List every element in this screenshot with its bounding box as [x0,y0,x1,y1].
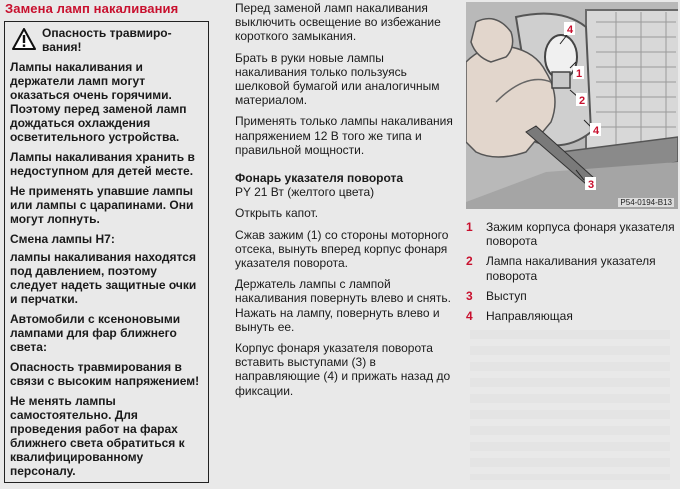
legend-text: Зажим корпуса фонаря указателя поворота [486,220,675,249]
legend-text: Лампа накаливания указателя поворота [486,254,656,283]
legend-item [466,309,676,323]
section-title: Замена ламп накаливания [5,1,179,16]
warning-header [10,26,203,54]
legend-number: 3 [466,288,473,303]
warning-paragraph: Лампы накаливания и держатели ламп могут оказаться очень горячими. Поэтому перед заменой ламп дождаться охлаждения осветительного устройства. [10,60,187,144]
legend-number: 4 [466,309,473,324]
figure-legend [466,220,676,329]
legend-text: Направляющая [486,309,573,324]
instruction-paragraph: Применять только лампы накаливания напряжением 12 В того же типа и правильной мощности. [235,114,453,157]
figure-marker-2: 2 [579,95,586,107]
legend-text: Выступ [486,288,527,303]
legend-number: 1 [466,220,473,234]
figure-marker-4b: 4 [593,125,600,137]
warning-heading: Опасность травмиро-вания! [42,26,172,54]
warning-subheading: Смена лампы H7: [10,232,115,246]
legend-number: 2 [466,254,473,269]
instructions-column [235,1,457,405]
figure-markers [466,2,678,209]
instruction-step: Держатель лампы с лампой накаливания повернуть влево и снять. Нажать на лампу, повернуть влево и вынуть ее. [235,277,452,334]
warning-paragraph: Не применять упавшие лампы или лампы с царапинами. Они могут лопнуть. [10,184,194,226]
subsection-subheading: PY 21 Вт (желтого цвета) [235,185,375,200]
warning-box [4,21,209,483]
subsection-heading: Фонарь указателя поворота [235,171,404,186]
warning-paragraph: Автомобили с ксеноновыми лампами для фар ближнего света: [10,312,181,354]
legend-item [466,254,676,282]
warning-paragraph: Опасность травмирования в связи с высоким напряжением! [10,360,200,388]
instruction-paragraph: Перед заменой ламп накаливания выключить освещение во избежание короткого замыкания. [235,1,441,44]
figure-marker-1: 1 [576,68,583,80]
warning-paragraph: лампы накаливания находятся под давлением, поэтому следует надеть защитные очки и перчатки. [10,250,197,306]
figure-marker-3: 3 [588,179,595,191]
instruction-paragraph: Брать в руки новые лампы накаливания только пользуясь шелковой бумагой или аналогичным материалом. [235,50,440,108]
instruction-step: Сжав зажим (1) со стороны моторного отсека, вынуть вперед корпус фонаря указателя поворота. [235,227,449,271]
instruction-step: Корпус фонаря указателя поворота вставить выступами (3) в направляющие (4) и прижать назад до фиксации. [235,341,451,398]
warning-triangle-icon [12,28,36,50]
warning-paragraph: Лампы накаливания хранить в недоступном для детей месте. [10,150,195,178]
instruction-step: Открыть капот. [235,206,319,221]
turn-signal-photo [466,2,678,209]
figure-code: P54-0194-B13 [620,198,672,207]
warning-paragraph: Не менять лампы самостоятельно. Для проведения работ на фарах ближнего света обратиться к квалифицированному персоналу. [10,394,185,478]
legend-item [466,289,676,303]
figure-marker-4: 4 [567,24,574,36]
faded-background-text [470,330,670,480]
legend-item [466,220,676,248]
